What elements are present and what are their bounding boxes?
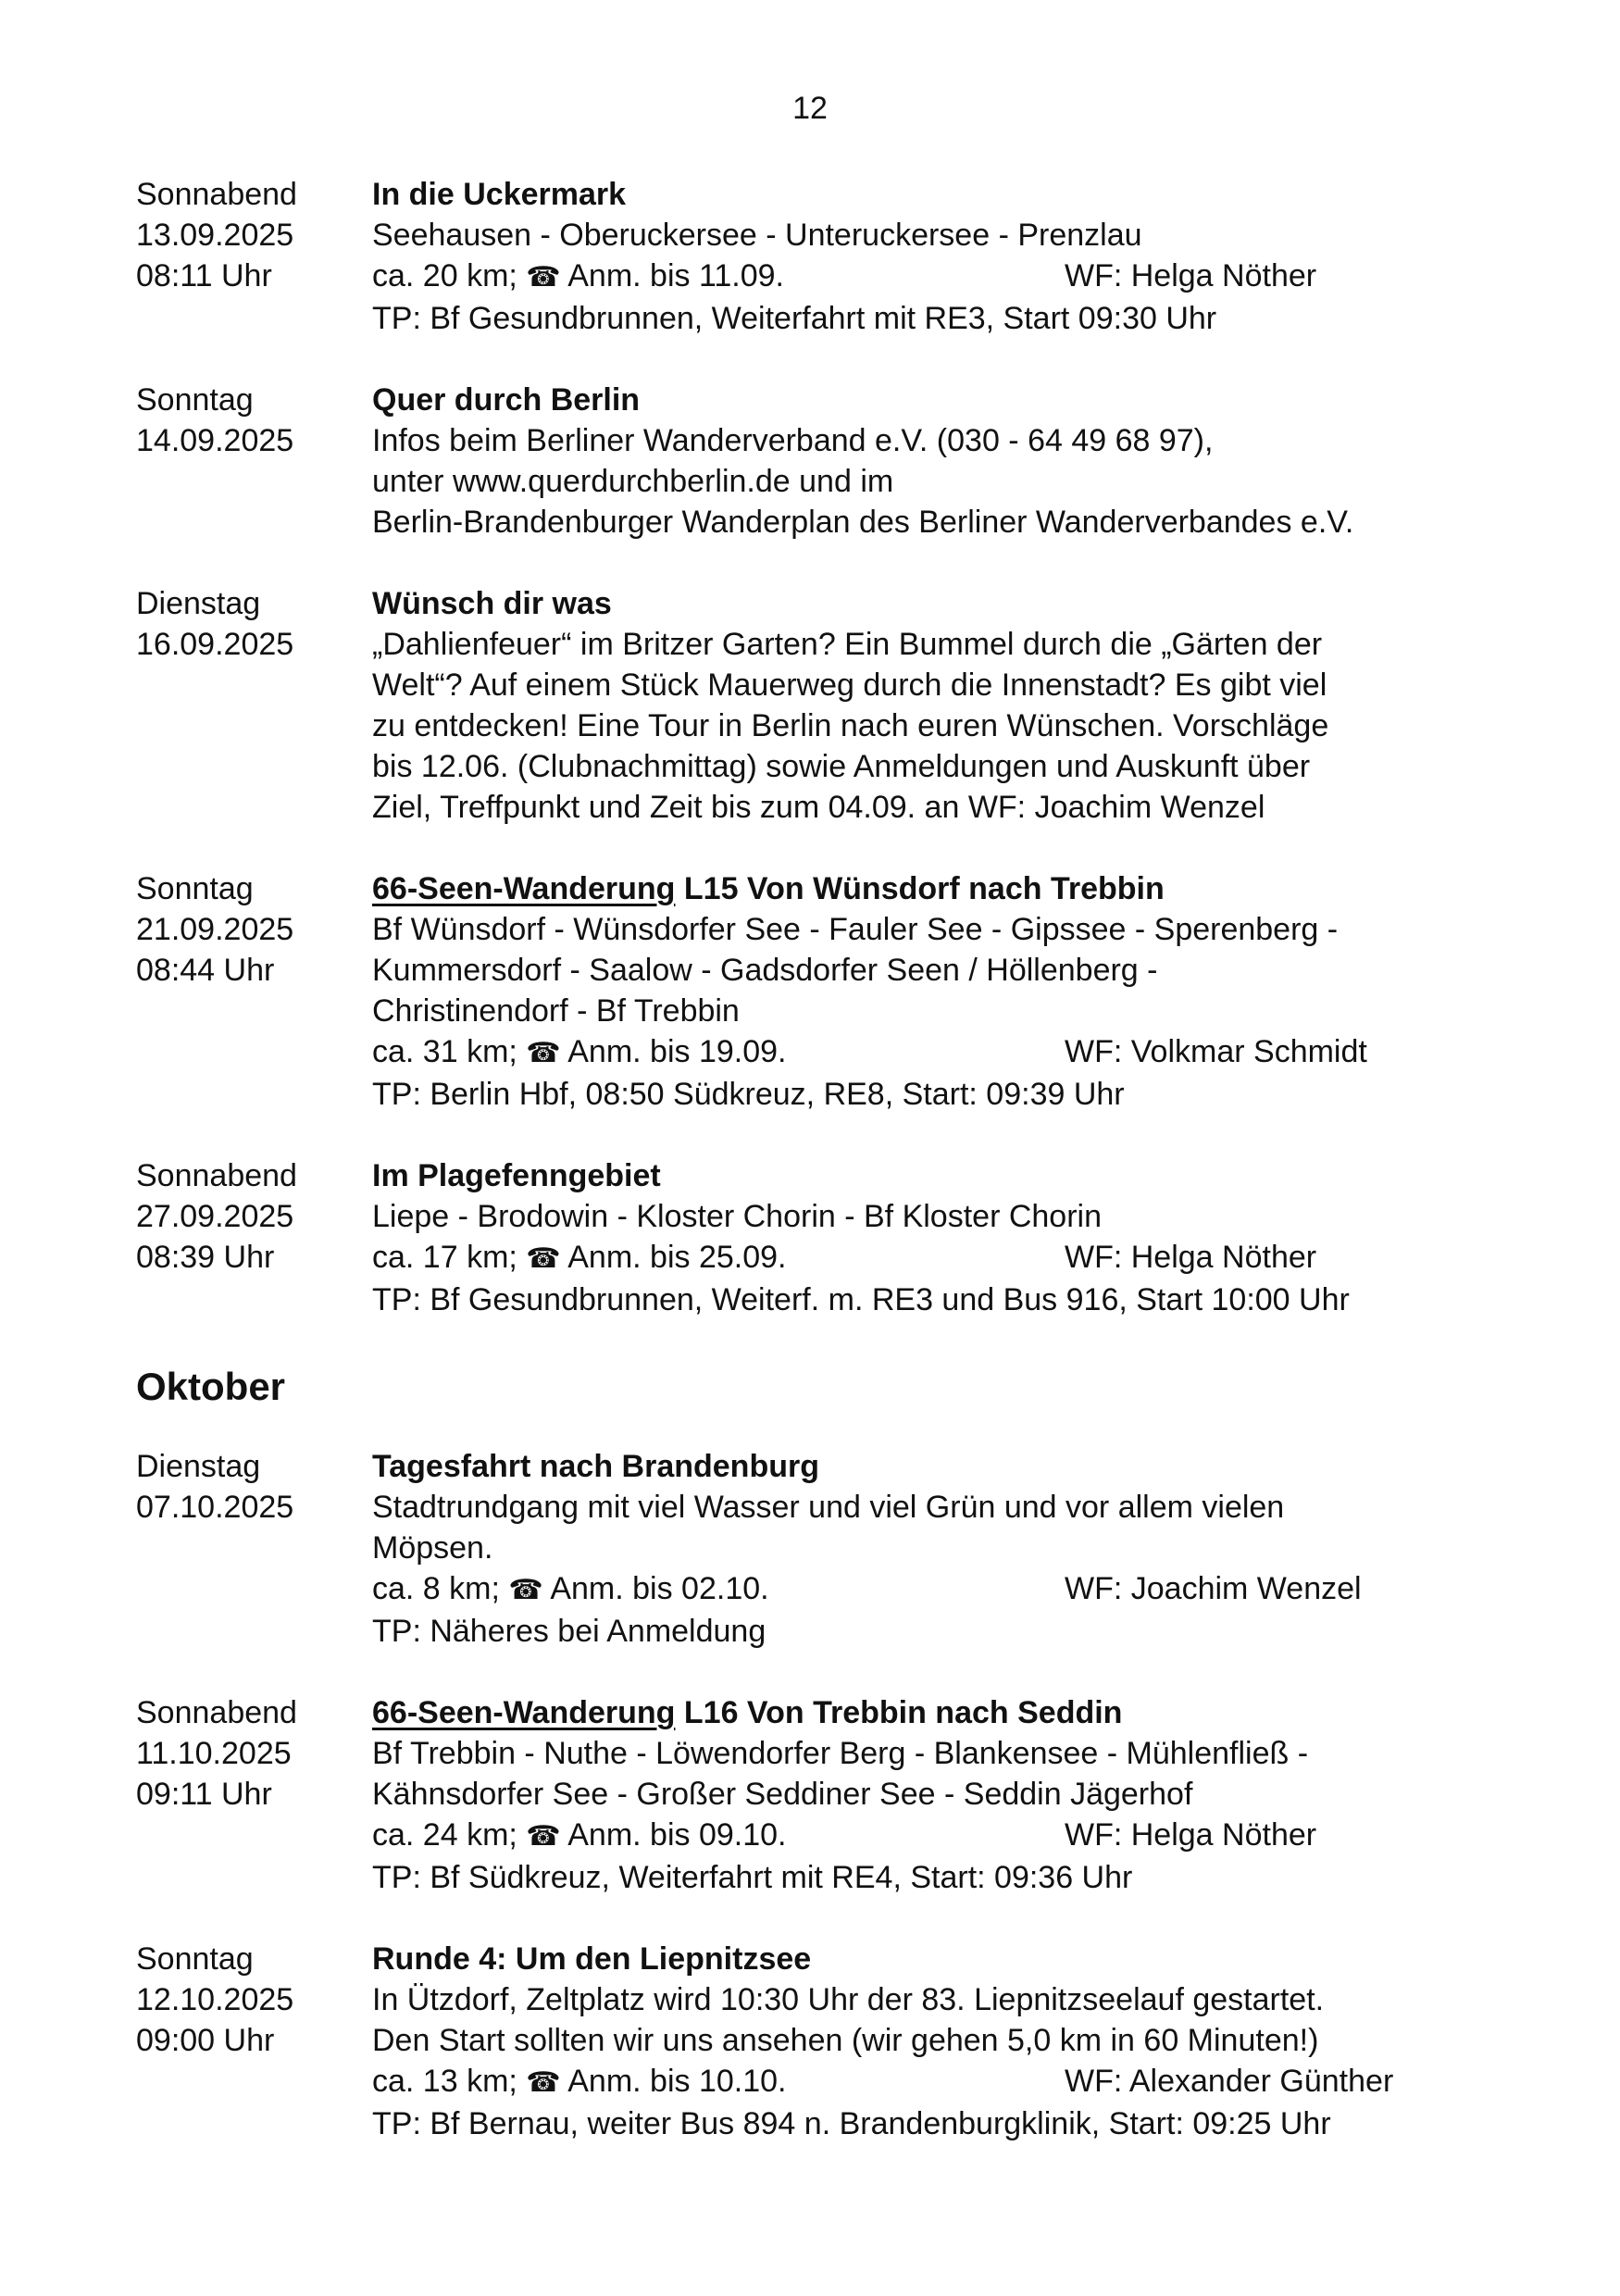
event-entry bbox=[136, 868, 1506, 1115]
event-date: 21.09.2025 bbox=[136, 912, 294, 947]
month-heading: Oktober bbox=[136, 1365, 286, 1408]
event-date: 12.10.2025 bbox=[136, 1982, 294, 2017]
event-time: 08:11 Uhr bbox=[136, 258, 272, 293]
event-series-link[interactable]: 66-Seen-Wanderung bbox=[372, 871, 676, 906]
event-description-line: Den Start sollten wir uns ansehen (wir gehen 5,0 km in 60 Minuten!) bbox=[372, 2023, 1319, 2058]
event-registration: Anm. bis 10.10. bbox=[567, 2064, 787, 2099]
event-description-line: Liepe - Brodowin - Kloster Chorin - Bf Kloster Chorin bbox=[372, 1199, 1102, 1234]
page-number: 12 bbox=[792, 91, 828, 126]
event-series-link[interactable]: 66-Seen-Wanderung bbox=[372, 1695, 676, 1730]
event-info-row bbox=[372, 1815, 1506, 1857]
event-guide: WF: Helga Nöther bbox=[1065, 258, 1317, 293]
event-details bbox=[372, 1155, 1506, 1320]
event-info-row bbox=[372, 2061, 1506, 2103]
event-title bbox=[372, 583, 1506, 624]
event-registration: Anm. bis 19.09. bbox=[567, 1034, 787, 1069]
event-details bbox=[372, 1446, 1506, 1652]
phone-icon: ☎ bbox=[526, 1038, 561, 1068]
event-date: 13.09.2025 bbox=[136, 218, 294, 253]
event-date-column bbox=[136, 868, 372, 1115]
event-title bbox=[372, 1939, 1506, 1979]
event-details bbox=[372, 174, 1506, 339]
phone-icon: ☎ bbox=[526, 1821, 561, 1852]
event-date-column bbox=[136, 1692, 372, 1898]
phone-icon: ☎ bbox=[526, 2067, 561, 2098]
event-title bbox=[372, 380, 1506, 420]
event-title-text: L15 Von Wünsdorf nach Trebbin bbox=[675, 871, 1165, 906]
event-date: 07.10.2025 bbox=[136, 1490, 294, 1525]
event-distance: ca. 20 km; bbox=[372, 258, 517, 293]
event-meeting-point: TP: Berlin Hbf, 08:50 Südkreuz, RE8, Start: 09:39 Uhr bbox=[372, 1077, 1125, 1112]
event-meeting-point: TP: Bf Bernau, weiter Bus 894 n. Brandenburgklinik, Start: 09:25 Uhr bbox=[372, 2106, 1331, 2141]
event-description-line: Kähnsdorfer See - Großer Seddiner See - Seddin Jägerhof bbox=[372, 1777, 1193, 1812]
event-time: 08:44 Uhr bbox=[136, 953, 275, 988]
event-time: 09:11 Uhr bbox=[136, 1777, 272, 1812]
event-entry bbox=[136, 1692, 1506, 1898]
event-description-line: Bf Wünsdorf - Wünsdorfer See - Fauler See - Gipssee - Sperenberg - bbox=[372, 912, 1339, 947]
event-guide: WF: Helga Nöther bbox=[1065, 1240, 1317, 1275]
event-list bbox=[136, 174, 1506, 2185]
event-description-line: Seehausen - Oberuckersee - Unteruckersee - Prenzlau bbox=[372, 218, 1142, 253]
event-date-column bbox=[136, 1446, 372, 1652]
event-details bbox=[372, 868, 1506, 1115]
event-info-row bbox=[372, 256, 1506, 298]
event-date-column bbox=[136, 583, 372, 828]
event-title-text: In die Uckermark bbox=[372, 177, 627, 212]
event-date-column bbox=[136, 1155, 372, 1320]
event-description-line: „Dahlienfeuer“ im Britzer Garten? Ein Bummel durch die „Gärten der bbox=[372, 627, 1323, 662]
phone-icon: ☎ bbox=[526, 262, 561, 293]
event-title bbox=[372, 174, 1506, 215]
event-registration: Anm. bis 09.10. bbox=[567, 1817, 787, 1853]
event-title-text: Quer durch Berlin bbox=[372, 382, 641, 418]
event-distance-registration bbox=[372, 2061, 1065, 2103]
event-registration: Anm. bis 02.10. bbox=[550, 1571, 769, 1606]
event-title-text: Im Plagefenngebiet bbox=[372, 1158, 661, 1193]
event-guide: WF: Alexander Günther bbox=[1065, 2064, 1394, 2099]
event-day: Sonntag bbox=[136, 871, 254, 906]
event-distance: ca. 8 km; bbox=[372, 1571, 500, 1606]
event-description-line: Möpsen. bbox=[372, 1530, 493, 1566]
event-entry bbox=[136, 583, 1506, 828]
event-title-text: L16 Von Trebbin nach Seddin bbox=[675, 1695, 1123, 1730]
event-details bbox=[372, 1939, 1506, 2144]
event-time: 08:39 Uhr bbox=[136, 1240, 275, 1275]
event-date: 16.09.2025 bbox=[136, 627, 294, 662]
event-title bbox=[372, 1692, 1506, 1733]
event-title bbox=[372, 1155, 1506, 1196]
event-distance-registration bbox=[372, 1237, 1065, 1279]
event-meeting-point: TP: Bf Südkreuz, Weiterfahrt mit RE4, Start: 09:36 Uhr bbox=[372, 1860, 1133, 1895]
event-registration: Anm. bis 25.09. bbox=[567, 1240, 787, 1275]
event-meeting-point: TP: Bf Gesundbrunnen, Weiterfahrt mit RE3, Start 09:30 Uhr bbox=[372, 301, 1217, 336]
event-distance-registration bbox=[372, 1815, 1065, 1857]
event-description-line: zu entdecken! Eine Tour in Berlin nach euren Wünschen. Vorschläge bbox=[372, 708, 1329, 743]
event-distance: ca. 13 km; bbox=[372, 2064, 517, 2099]
event-info-row bbox=[372, 1031, 1506, 1074]
event-description-line: Bf Trebbin - Nuthe - Löwendorfer Berg - Blankensee - Mühlenfließ - bbox=[372, 1736, 1309, 1771]
event-distance-registration bbox=[372, 1031, 1065, 1074]
event-details bbox=[372, 583, 1506, 828]
event-entry bbox=[136, 380, 1506, 543]
event-date-column bbox=[136, 1939, 372, 2144]
event-title-text: Tagesfahrt nach Brandenburg bbox=[372, 1449, 819, 1484]
event-day: Sonntag bbox=[136, 382, 254, 418]
event-day: Sonntag bbox=[136, 1941, 254, 1977]
event-description-line: Berlin-Brandenburger Wanderplan des Berliner Wanderverbandes e.V. bbox=[372, 505, 1354, 540]
event-registration: Anm. bis 11.09. bbox=[567, 258, 784, 293]
event-description-line: Christinendorf - Bf Trebbin bbox=[372, 993, 740, 1029]
event-title-text: Runde 4: Um den Liepnitzsee bbox=[372, 1941, 812, 1977]
event-description-line: Ziel, Treffpunkt und Zeit bis zum 04.09. an WF: Joachim Wenzel bbox=[372, 790, 1265, 825]
event-distance: ca. 17 km; bbox=[372, 1240, 517, 1275]
event-description-line: In Ützdorf, Zeltplatz wird 10:30 Uhr der 83. Liepnitzseelauf gestartet. bbox=[372, 1982, 1325, 2017]
event-meeting-point: TP: Näheres bei Anmeldung bbox=[372, 1614, 766, 1649]
event-date: 11.10.2025 bbox=[136, 1736, 292, 1771]
event-description-line: Infos beim Berliner Wanderverband e.V. (030 - 64 49 68 97), bbox=[372, 423, 1214, 458]
event-info-row bbox=[372, 1568, 1506, 1611]
event-distance: ca. 24 km; bbox=[372, 1817, 517, 1853]
event-guide: WF: Volkmar Schmidt bbox=[1065, 1034, 1367, 1069]
event-entry bbox=[136, 1155, 1506, 1320]
event-description-line: unter www.querdurchberlin.de und im bbox=[372, 464, 894, 499]
event-date: 14.09.2025 bbox=[136, 423, 294, 458]
event-date: 27.09.2025 bbox=[136, 1199, 294, 1234]
event-distance-registration bbox=[372, 256, 1065, 298]
event-entry bbox=[136, 1939, 1506, 2144]
event-day: Sonnabend bbox=[136, 177, 297, 212]
event-time: 09:00 Uhr bbox=[136, 2023, 275, 2058]
event-day: Dienstag bbox=[136, 586, 261, 621]
event-description-line: Stadtrundgang mit viel Wasser und viel Grün und vor allem vielen bbox=[372, 1490, 1285, 1525]
event-description-line: bis 12.06. (Clubnachmittag) sowie Anmeldungen und Auskunft über bbox=[372, 749, 1311, 784]
event-distance: ca. 31 km; bbox=[372, 1034, 517, 1069]
event-description-line: Welt“? Auf einem Stück Mauerweg durch die Innenstadt? Es gibt viel bbox=[372, 668, 1327, 703]
event-title-text: Wünsch dir was bbox=[372, 586, 612, 621]
event-meeting-point: TP: Bf Gesundbrunnen, Weiterf. m. RE3 und Bus 916, Start 10:00 Uhr bbox=[372, 1282, 1350, 1317]
event-date-column bbox=[136, 174, 372, 339]
event-details bbox=[372, 1692, 1506, 1898]
event-title bbox=[372, 868, 1506, 909]
event-guide: WF: Joachim Wenzel bbox=[1065, 1571, 1362, 1606]
event-title bbox=[372, 1446, 1506, 1487]
event-description-line: Kummersdorf - Saalow - Gadsdorfer Seen / Höllenberg - bbox=[372, 953, 1158, 988]
event-details bbox=[372, 380, 1506, 543]
event-entry bbox=[136, 1446, 1506, 1652]
event-date-column bbox=[136, 380, 372, 543]
phone-icon: ☎ bbox=[508, 1575, 543, 1605]
event-distance-registration bbox=[372, 1568, 1065, 1611]
phone-icon: ☎ bbox=[526, 1243, 561, 1274]
event-day: Sonnabend bbox=[136, 1695, 297, 1730]
event-day: Dienstag bbox=[136, 1449, 261, 1484]
event-info-row bbox=[372, 1237, 1506, 1279]
event-day: Sonnabend bbox=[136, 1158, 297, 1193]
event-guide: WF: Helga Nöther bbox=[1065, 1817, 1317, 1853]
event-entry bbox=[136, 174, 1506, 339]
